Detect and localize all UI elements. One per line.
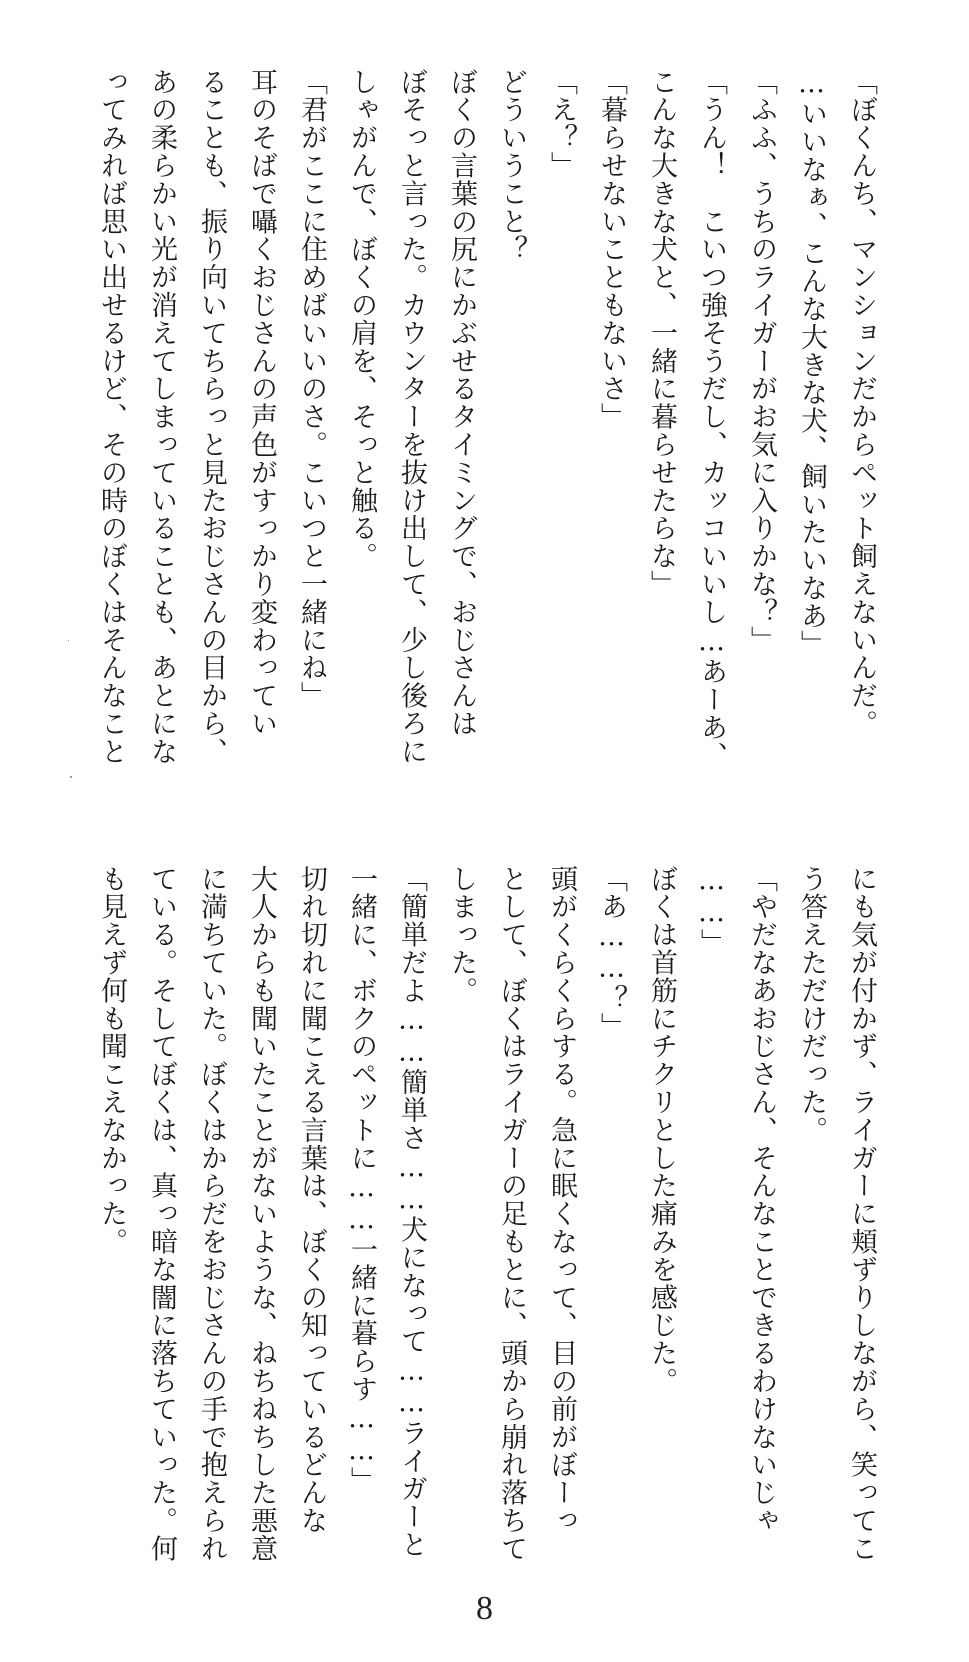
text-line: も見えず何も聞こえなかった。 <box>96 865 127 1256</box>
text-line: として、ぼくはライガーの足もとに、頭から崩れ落ちて <box>496 865 527 1563</box>
text-line: に満ちていた。ぼくはからだをおじさんの手で抱えられ <box>196 865 227 1563</box>
text-line: 「あ……？」 <box>596 865 627 1041</box>
text-line: 「ふふ、うちのライガーがお気に入りかな？」 <box>746 68 777 654</box>
text-line: う答えただけだった。 <box>796 865 827 1144</box>
text-line: 「やだなあおじさん、そんなことできるわけないじゃ <box>746 865 777 1535</box>
text-line: にも気が付かず、ライガーに頬ずりしながら、笑ってこ <box>846 865 877 1563</box>
text-line: 切れ切れに聞こえる言葉は、ぼくの知っているどんな <box>296 865 327 1535</box>
text-block-upper <box>96 68 886 788</box>
text-line: 「ぼくんち、マンションだからペット飼えないんだ。 <box>846 68 877 738</box>
scan-speck <box>68 640 69 641</box>
text-line: 「君がここに住めばいいのさ。こいつと一緒にね」 <box>296 68 327 710</box>
page-number: 8 <box>476 1590 493 1627</box>
text-line: あの柔らかい光が消えてしまっていることも、あとにな <box>146 68 177 766</box>
text-line: ってみれば思い出せるけど、その時のぼくはそんなこと <box>96 68 127 766</box>
text-line: 耳のそばで囁くおじさんの声色がすっかり変わってい <box>246 68 277 738</box>
text-line: どういうこと？ <box>496 68 527 264</box>
text-line: ぼくは首筋にチクリとした痛みを感じた。 <box>646 865 677 1396</box>
text-line: しまった。 <box>446 865 477 1005</box>
text-line: 「え？」 <box>546 68 577 180</box>
text-line: こんな大きな犬と、一緒に暮らせたらな」 <box>646 68 677 599</box>
text-line: 一緒に、ボクのペットに……一緒に暮らす……」 <box>346 865 377 1495</box>
text-line: 頭がくらくらする。急に眠くなって、目の前がぼーっ <box>546 865 577 1535</box>
text-line: しゃがんで、ぼくの肩を、そっと触る。 <box>346 68 377 571</box>
text-line: ることも、振り向いてちらっと見たおじさんの目から、 <box>196 68 227 766</box>
text-line: ぼそっと言った。カウンターを抜け出して、少し後ろに <box>396 68 427 766</box>
text-block-lower <box>96 865 886 1563</box>
text-line: 「簡単だよ……簡単さ……犬になって……ライガーと <box>396 865 427 1559</box>
text-line: 大人からも聞いたことがないような、ねちねちした悪意 <box>246 865 277 1563</box>
text-line: ぼくの言葉の尻にかぶせるタイミングで、おじさんは <box>446 68 477 738</box>
text-line: ……」 <box>696 865 727 957</box>
text-line: 「うん！ こいつ強そうだし、カッコいいし…あーあ、 <box>696 68 727 770</box>
text-line: 「暮らせないこともないさ」 <box>596 68 627 431</box>
text-line: ている。そしてぼくは、真っ暗な闇に落ちていった。何 <box>146 865 177 1563</box>
scan-speck <box>70 776 72 778</box>
text-line: …いいなぁ、こんな大きな犬、飼いたいなあ」 <box>796 68 827 658</box>
